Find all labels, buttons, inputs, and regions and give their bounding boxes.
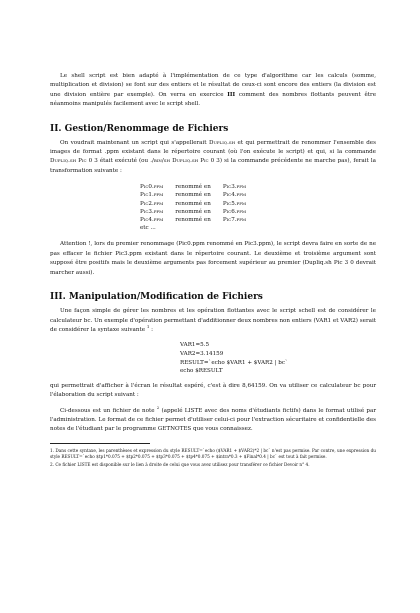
rename-row (140, 208, 258, 216)
rename-row (140, 183, 258, 191)
intro-paragraph (50, 72, 376, 110)
section-2-paragraph-1: On voudrait maintenant un script qui s'appellerait Dupliq.sh et qui permettrait de renommer l'ensemble des images de format .ppm existant dans le répertoire courant (où l'on exécute le script) et qui, si la commande Dupliq.sh Pic 0 3 était exécuté (ou ./bin/sh Dupliq.sh Pic 0 3) si la commande précédente ne marche pas), ferait la transformation suivante : (50, 139, 376, 174)
rename-to: Pic7.ppm (222, 217, 247, 224)
rename-to: Pic6.ppm (222, 208, 247, 215)
rename-from: Pic1.ppm (140, 192, 164, 199)
footnote-2: 2. Ce fichier LISTE est disponible sur le lien à droite de celui que vous avez utilisez pour transférer ce fichier Devoir n° 4. (50, 462, 310, 468)
code-line: echo $RESULT (180, 368, 223, 375)
section-2-paragraph-2: Attention !, lors du premier renommage (Pic0.ppm renommé en Pic3.ppm), le script devra faire en sorte de ne pas effacer le fichier Pic3.ppm existant dans le répertoire courant. Le deuxième et troisième argument sont supposé être positifs mais le deuxième arguments pas forcement supérieur au premier (Dupliq.sh Pic 3 0 devrait marcher aussi). (50, 241, 376, 276)
rename-row (140, 200, 258, 208)
footnote-ref-1: 1 (146, 324, 150, 330)
command-example-alt: ./bin/sh Dupliq.sh Pic 0 3 (150, 158, 220, 165)
rename-row (140, 216, 258, 224)
code-line: VAR1=5.5 (180, 342, 210, 349)
rename-table (140, 183, 258, 224)
code-line: RESULT=`echo $VAR1 + $VAR2 | bc` (180, 359, 288, 366)
intro-text: Le shell script est bien adapté à l'implémentation de ce type d'algorithme car les calculs (somme, multiplication et division) se font sur des entiers et le résultat de ceux-ci sont encore des entiers (la division est une division entière par exemple). On verra en exercice (50, 73, 376, 98)
rename-etc: etc ... (140, 225, 156, 232)
footnote-rule (50, 443, 150, 444)
rename-from: Pic3.ppm (140, 208, 164, 215)
script-name: Dupliq.sh (209, 139, 236, 146)
rename-verb: renommé en (175, 208, 211, 215)
rename-verb: renommé en (175, 184, 211, 191)
rename-verb: renommé en (175, 217, 211, 224)
section-3-paragraph-2: qui permettrait d'afficher à l'écran le résultat espéré, c'est à dire 8,64159. On va utiliser ce calculateur bc pour l'élaboration du script suivant : (50, 382, 376, 399)
rename-verb: renommé en (175, 192, 211, 199)
section-3-paragraph-3: Ci-dessous est un fichier de note $^2$ (appelé LISTE avec des noms d'étudiants fictifs) dans le format utilisé par l'administration. Le format de ce fichier permet d'utiliser celui-ci pour l'extraction sécuritaire et confidentielle des notes de l'étudiant par le programme GETNOTES que vous connaissez. (50, 404, 376, 433)
section-3-paragraph-1: Une façon simple de gérer les nombres et les opération flottantes avec le script schell est de considérer le calculateur bc. Un exemple d'opération permettant d'additionner deux nombres non entiers (VAR1 et VAR2) serait de considérer la syntaxe suivante $^1$ : (50, 308, 376, 333)
rename-to: Pic3.ppm (222, 184, 247, 191)
code-block (180, 341, 376, 375)
section-3-heading: III. Manipulation/Modification de Fichiers (50, 292, 263, 303)
footnote-ref-2: 2 (156, 404, 160, 410)
rename-from: Pic2.ppm (140, 200, 164, 207)
section-2-heading: II. Gestion/Renommage de Fichiers (50, 123, 229, 134)
exercise-ref: III (227, 91, 236, 98)
code-line: VAR2=3.14159 (180, 350, 224, 357)
footnote-1: 1. Dans cette syntaxe, les parenthèses et expression du style RESULT=`echo ($VAR1 + $VAR2)*2 | bc` n'est pas permise. Par contre, une expression du style RESULT=`echo $tp1*0.075 + $tp2*0.075 + $tp3*0.075 + $tp4*0.075 + $intra*0.3 + $Final*0.4 | bc` est tout à fait permise. (50, 447, 376, 459)
rename-from: Pic0.ppm (140, 184, 164, 191)
rename-to: Pic4.ppm (222, 192, 247, 199)
rename-from: Pic4.ppm (140, 217, 164, 224)
command-example: Dupliq.sh Pic 0 3 (50, 158, 98, 165)
page-content (50, 72, 376, 468)
intro-text-end: comment des nombres flottants peuvent être néanmoins manipulés facilement avec le script shell. (50, 91, 377, 108)
rename-row (140, 191, 258, 199)
rename-verb: renommé en (175, 200, 211, 207)
rename-to: Pic5.ppm (222, 200, 247, 207)
